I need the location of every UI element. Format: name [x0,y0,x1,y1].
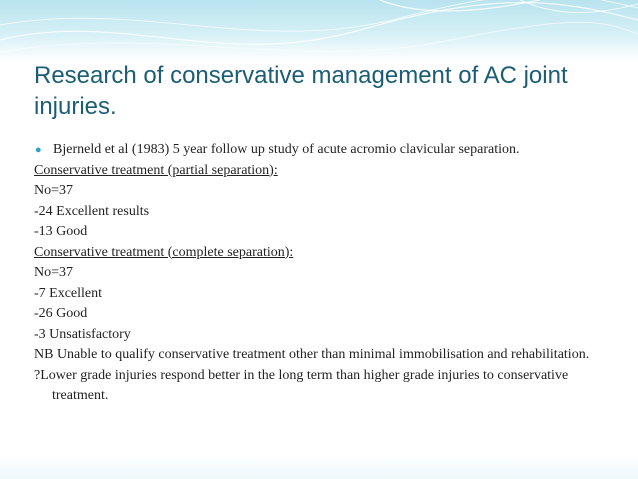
complete-result: -26 Good [34,306,88,321]
partial-result: -24 Excellent results [34,203,150,219]
partial-result: -13 Good [34,224,88,239]
slide-title: Research of conservative management of AC joint injuries. [34,62,568,120]
header-decoration [0,0,638,62]
footer-band [0,454,638,479]
nb-note: NB Unable to qualify conservative treatment other than minimal immobilisation and rehabilitation. [34,347,590,362]
study-bullet [34,140,594,161]
study-text: Bjerneld et al (1983) 5 year follow up study of acute acromio clavicular separation. [53,142,520,157]
complete-count: No=37 [34,265,74,280]
slide-body [34,140,594,407]
conclusion-note: ?Lower grade injuries respond better in the long term than higher grade injuries to conservative treatment. [34,367,569,403]
complete-result: -3 Unsatisfactory [34,326,131,342]
complete-heading: Conservative treatment (complete separation): [34,244,294,260]
partial-heading: Conservative treatment (partial separation): [34,162,278,178]
wave-decoration [0,0,638,62]
partial-count: No=37 [34,183,74,198]
complete-result: -7 Excellent [34,285,103,301]
round-bullet-icon: ● [35,144,42,156]
